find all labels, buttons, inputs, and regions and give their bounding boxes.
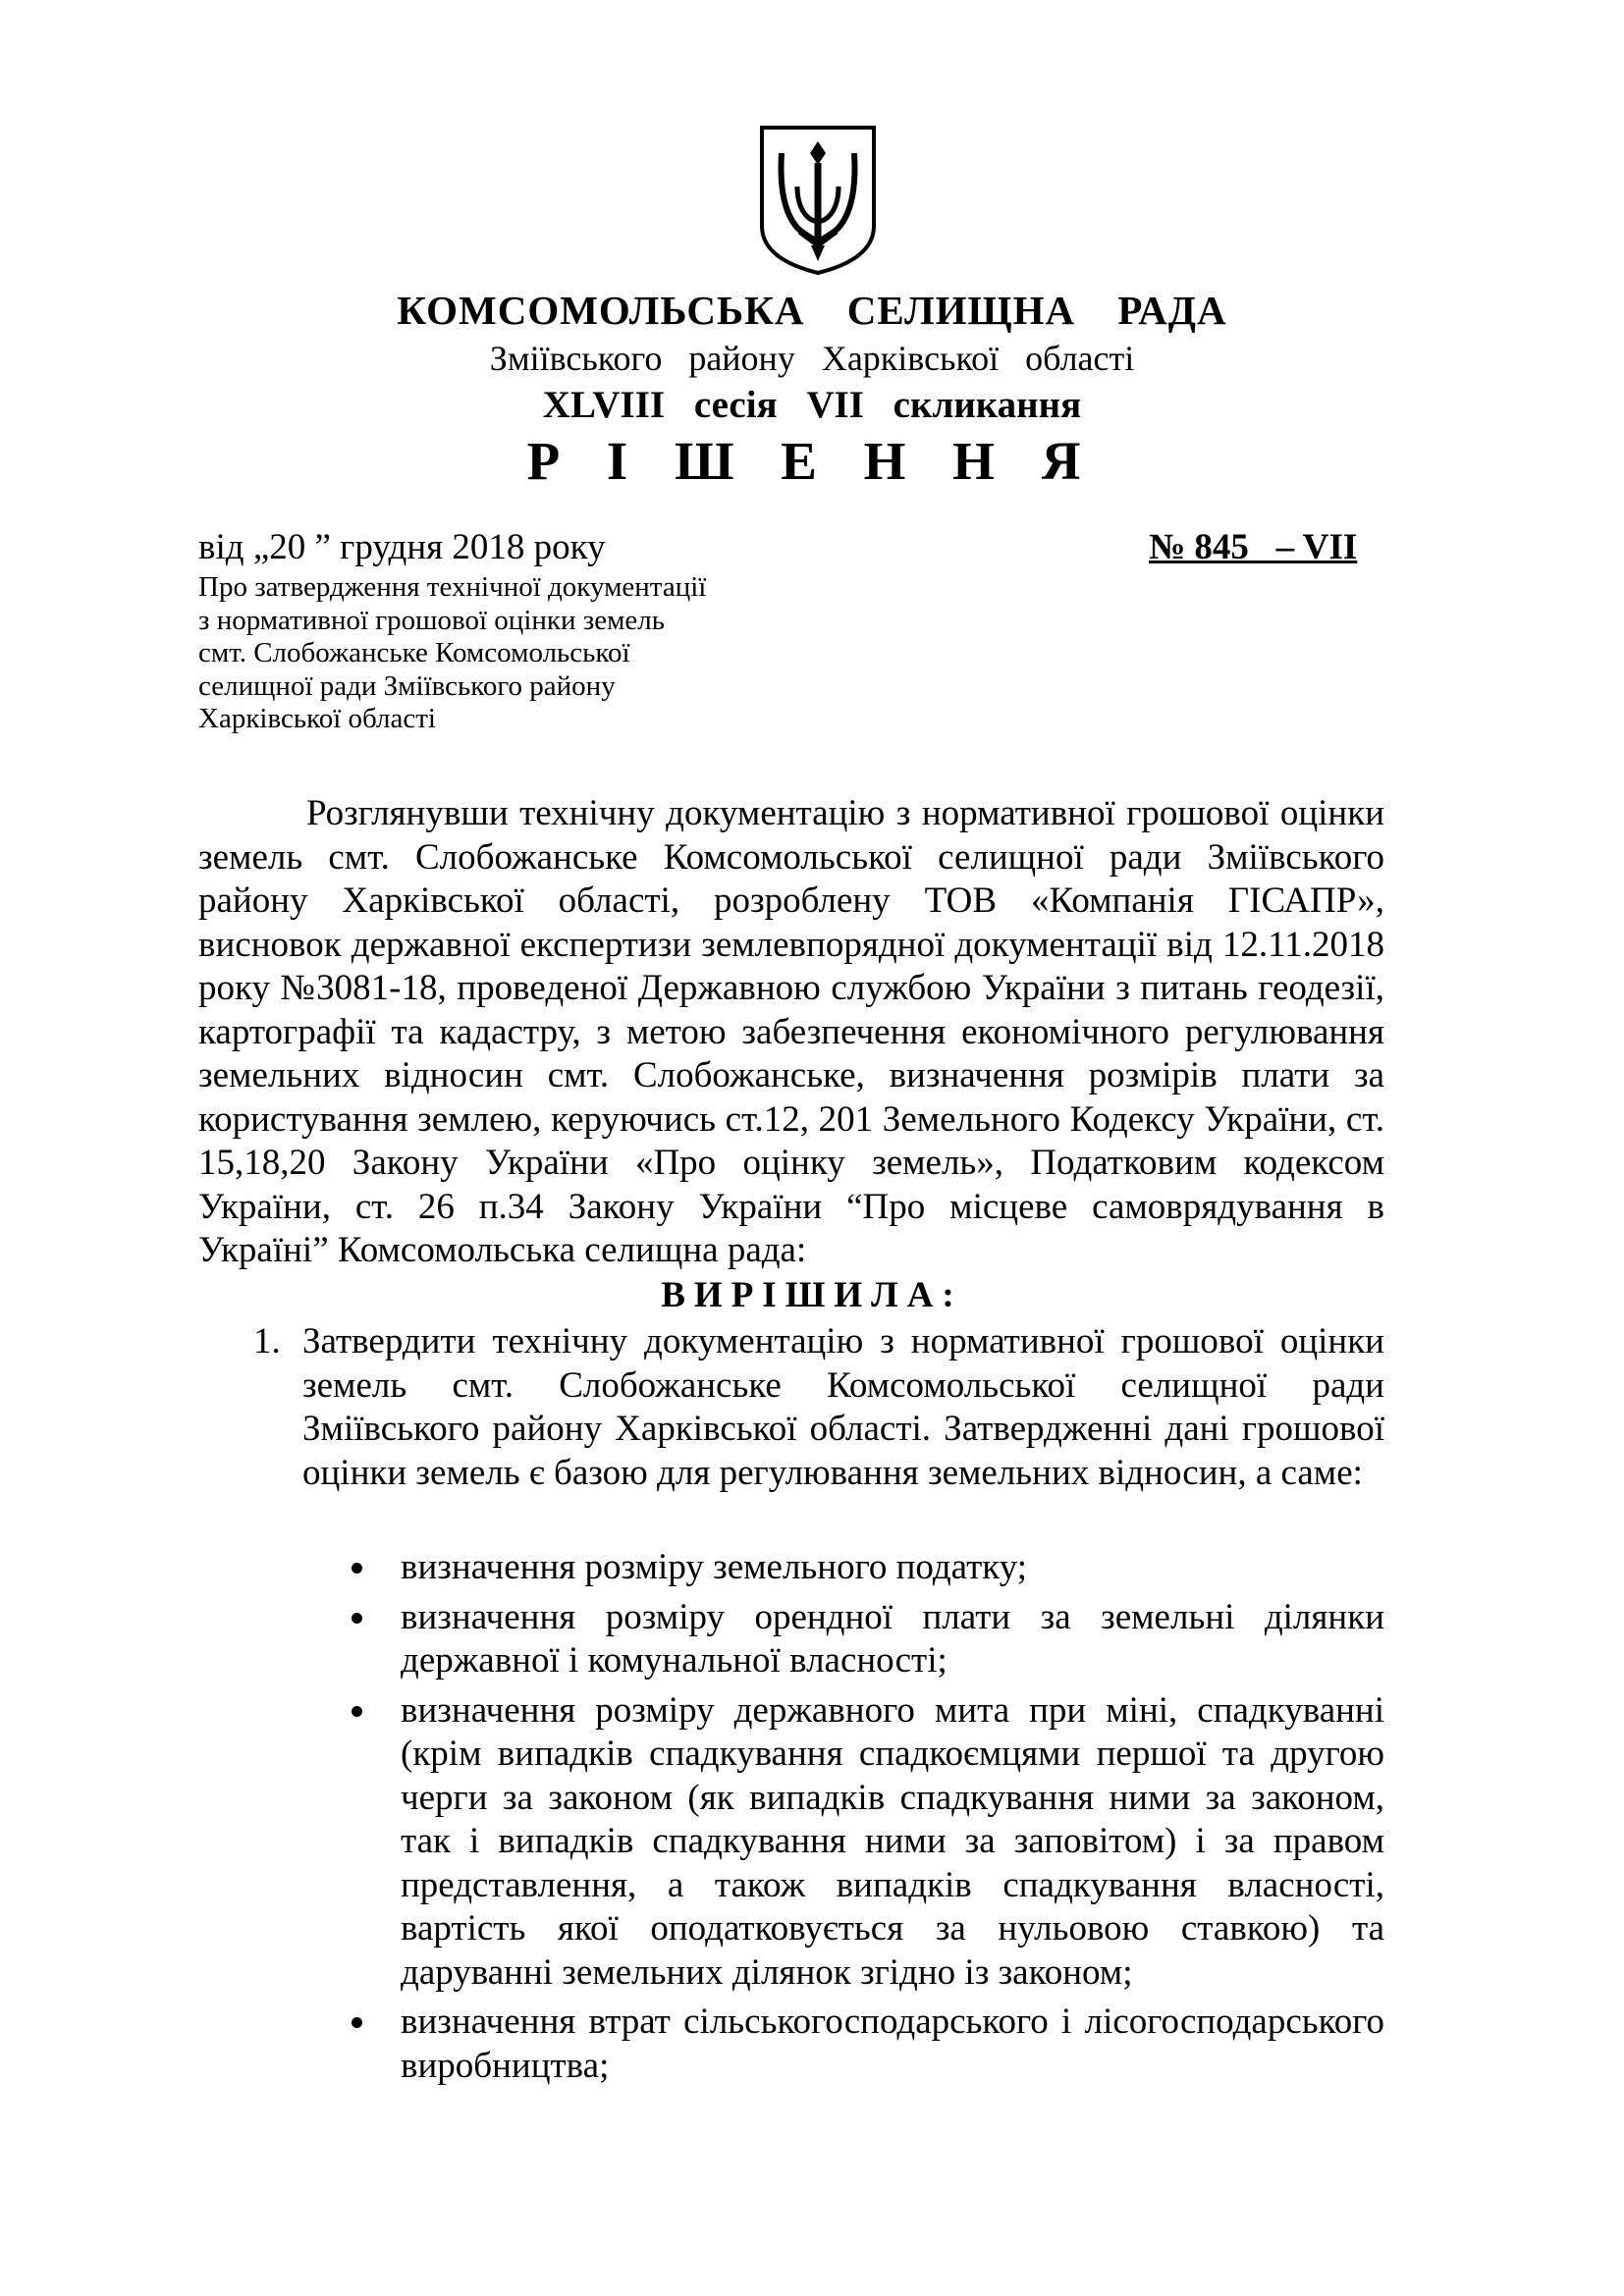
resolved-heading: ВИРІШИЛА: xyxy=(661,1275,963,1315)
decision-subject xyxy=(198,571,827,736)
preamble-paragraph: Розглянувши технічну документацію з нормативної грошової оцінки земель смт. Слобожанське Комсомольської селищної ради Зміївського району Харківської області, розроблену ТОВ «Компанія ГІСАПР», висновок державної експертизи землевпорядної документації від 12.11.2018 року №3081-18, проведеної Державною службою України з питань геодезії, картографії та кадастру, з метою забезпечення економічного регулювання земельних відносин смт. Слобожанське, визначення розмірів плати за користування землею, керуючись ст.12, 201 Земельного Кодексу України, ст. 15,18,20 Закону України «Про оцінку земель», Податковим кодексом України, ст. 26 п.34 Закону України “Про місцеве самоврядування в Україні” Комсомольська селищна рада: xyxy=(198,793,1384,1270)
item-text: Затвердити технічну документацію з нормативної грошової оцінки земель смт. Слобожанське Комсомольської селищної ради Зміївського району Харківської області. Затвердженні дані грошової оцінки земель є базою для регулювання земельних відносин, а саме: xyxy=(302,1321,1384,1493)
bullet-item xyxy=(352,1546,1384,1590)
decision-date: від „20 ” грудня 2018 року xyxy=(198,527,606,567)
bullet-text: визначення розміру орендної плати за земельні ділянки державної і комунальної власності; xyxy=(401,1596,1384,1681)
bullet-text: визначення розміру державного мита при міні, спадкуванні (крім випадків спадкування спадкоємцями першої та другою черги за законом (як випадків спадкування ними за законом, так і випадків спадкування ними за заповітом) і за правом представлення, а також випадків спадкування власності, вартість якої оподатковується за нульовою ставкою) та даруванні земельних ділянок згідно із законом; xyxy=(401,1689,1384,1993)
coat-of-arms-icon xyxy=(756,124,880,277)
item-number: 1. xyxy=(253,1321,281,1362)
bullet-item xyxy=(352,2001,1384,2088)
bullet-text: визначення втрат сільськогосподарського і лісогосподарського виробництва; xyxy=(401,2002,1384,2086)
session-convocation: XLVIII сесія VII скликання xyxy=(542,384,1082,426)
bullet-icon xyxy=(352,1563,362,1574)
district-region: Зміївського району Харківської області xyxy=(489,339,1135,378)
subject-line: селищної ради Зміївського району xyxy=(198,669,616,702)
council-name: КОМСОМОЛЬСЬКА СЕЛИЩНА РАДА xyxy=(397,288,1227,333)
bullet-list xyxy=(352,1546,1384,2094)
subject-line: Про затвердження технічної документації xyxy=(198,571,707,603)
subject-line: смт. Слобожанське Комсомольської xyxy=(198,637,630,668)
bullet-icon xyxy=(352,1706,362,1717)
bullet-text: визначення розміру земельного податку; xyxy=(401,1547,1028,1587)
document-title: Р І Ш Е Н Н Я xyxy=(526,431,1098,491)
decision-number: № 845 – VII xyxy=(1149,527,1358,567)
bullet-item xyxy=(352,1596,1384,1683)
bullet-icon xyxy=(352,1613,362,1624)
bullet-icon xyxy=(352,2017,362,2028)
subject-line: Харківської області xyxy=(198,703,436,734)
bullet-item xyxy=(352,1689,1384,1996)
subject-line: з нормативної грошової оцінки земель xyxy=(198,604,666,636)
